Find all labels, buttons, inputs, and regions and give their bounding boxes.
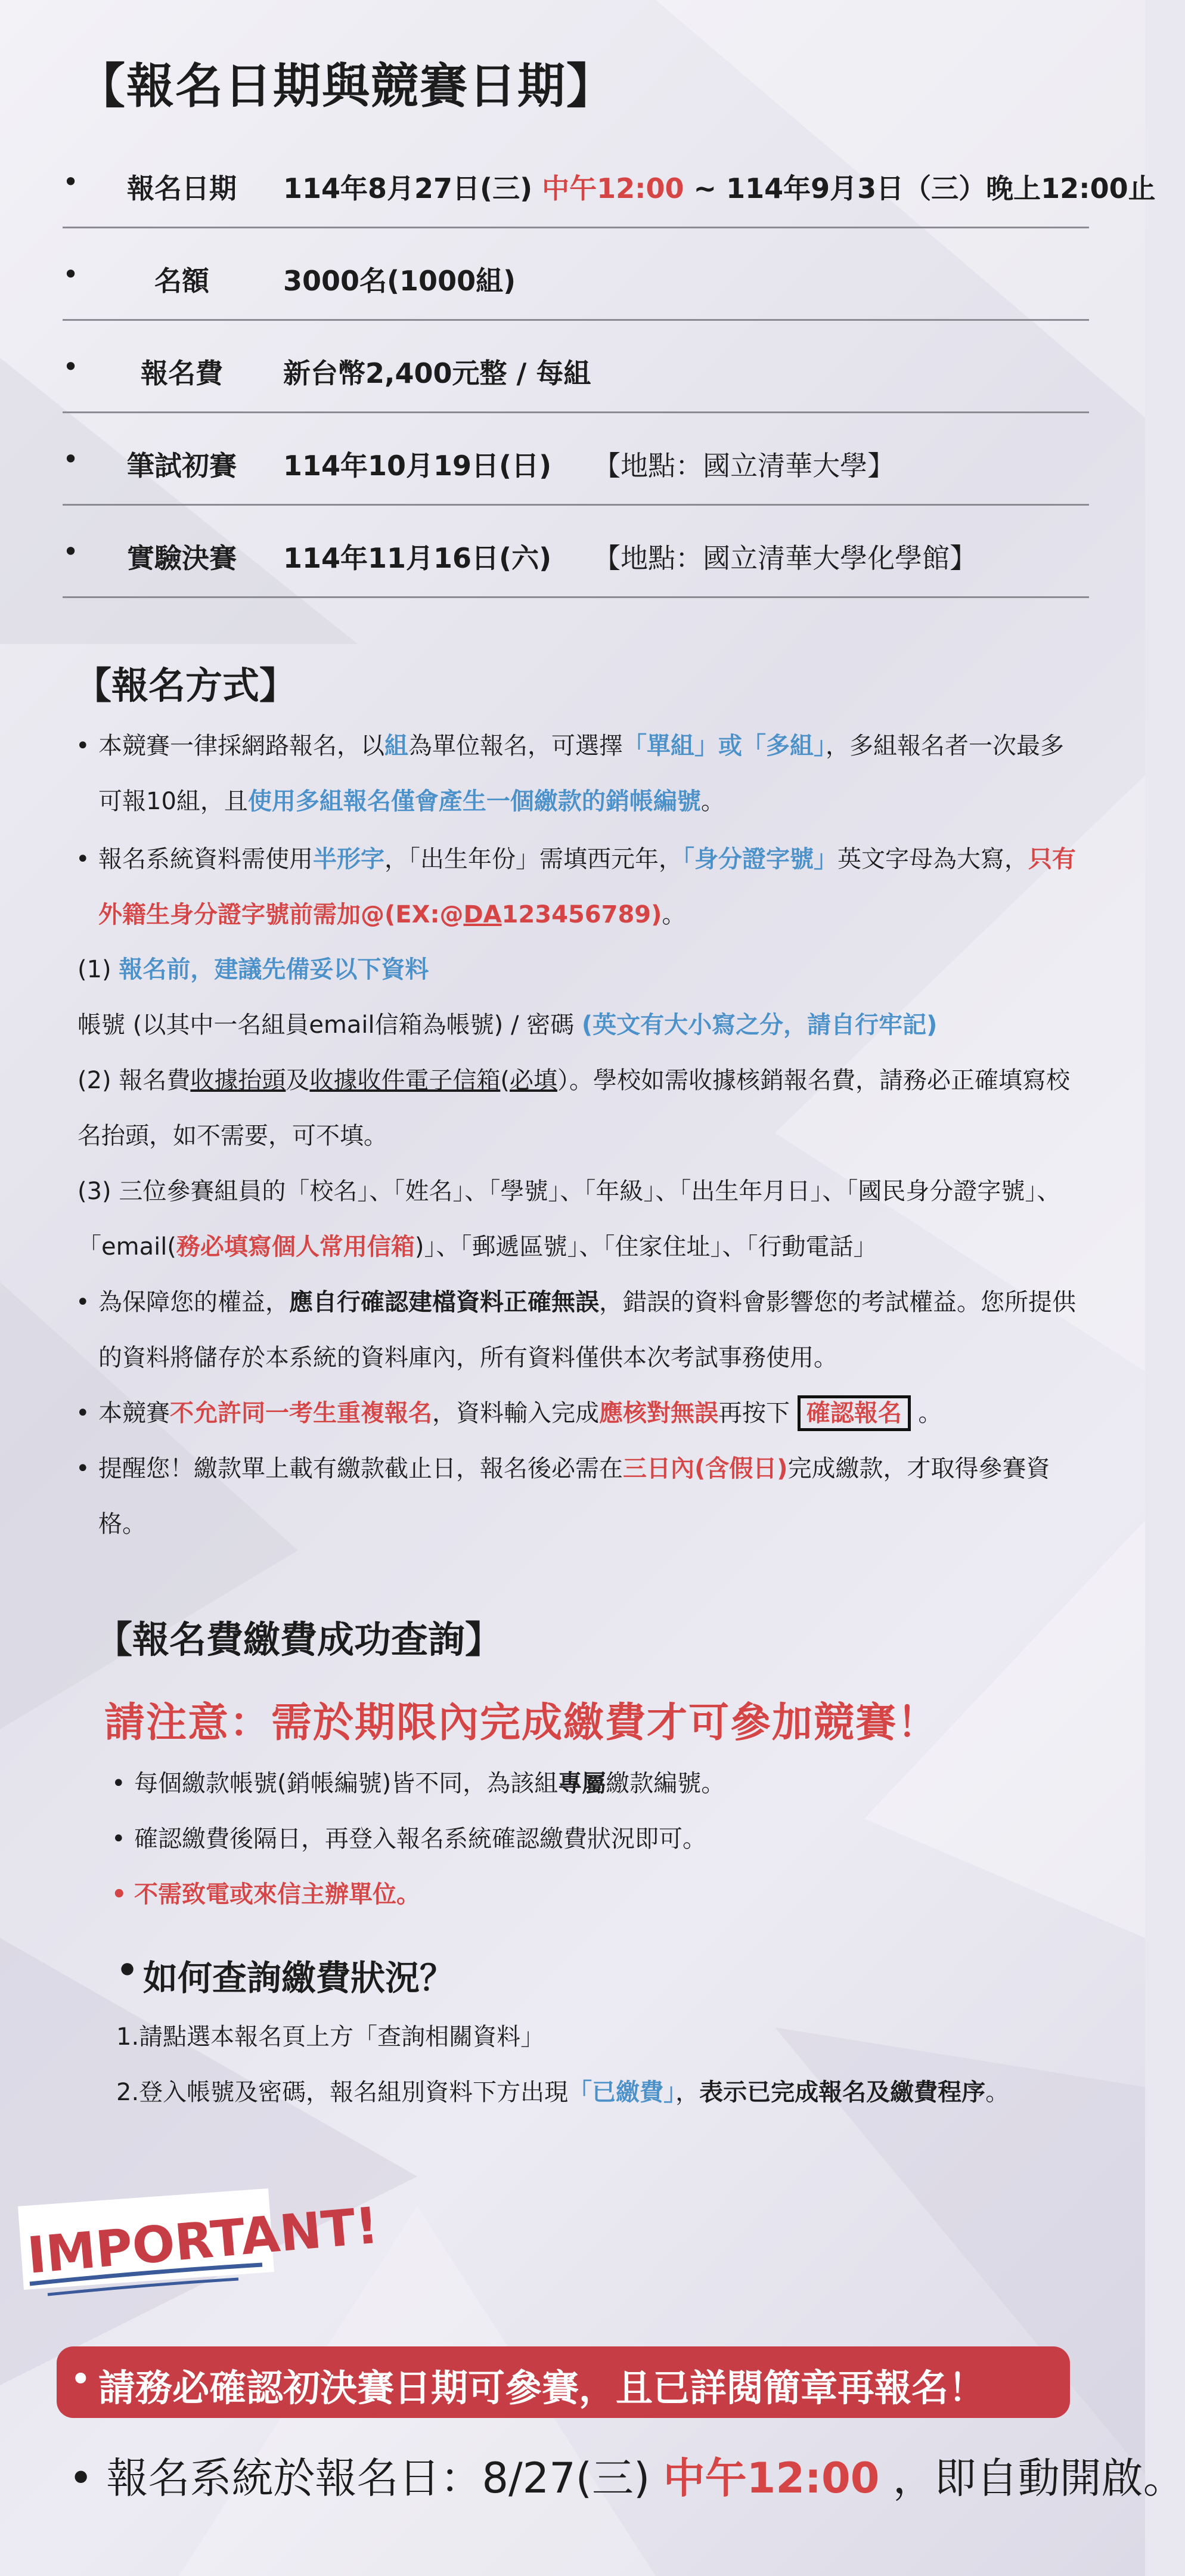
prep-note-account: 帳號 (以其中一名組員email信箱為帳號) / 密碼 (英文有大小寫之分，請自行牢記) (77, 1011, 938, 1039)
list-item-payment-deadline: • 提醒您！繳款單上載有繳款截止日，報名後必需在三日內(含假日)完成繳款，才取得參賽資格。 (98, 1441, 1076, 1552)
list-item-verify-data: • 為保障您的權益，應自行確認建檔資料正確無誤，錯誤的資料會影響您的考試權益。您所提供的資料將儲存於本系統的資料庫內，所有資料僅供本次考試事務使用。 (98, 1275, 1076, 1386)
row-value: 114年10月19日(日) 【地點：國立清華大學】 (283, 450, 895, 482)
list-item-data-format: • 報名系統資料需使用半形字，「出生年份」需填西元年，「身分證字號」英文字母為大寫，只有外籍生身分證字號前需加@(EX:@DA123456789)。 (98, 832, 1076, 943)
bullet: • (63, 258, 79, 290)
list-item-no-duplicate: • 本競賽不允許同一考生重複報名，資料輸入完成應核對無誤再按下 確認報名 。 (98, 1386, 1076, 1441)
svg-text:IMPORTANT!: IMPORTANT! (24, 2196, 381, 2285)
bullet: • (70, 2357, 92, 2401)
payment-warning: 請注意：需於期限內完成繳費才可參加競賽！ (104, 1699, 939, 1747)
section-title-how-to-check: • 如何查詢繳費狀況？ (143, 1950, 454, 2000)
bullet: • (63, 166, 79, 198)
prep-note-3: (3) 三位參賽組員的「校名」、「姓名」、「學號」、「年級」、「出生年月日」、「國民身分證字號」、「email(務必填寫個人常用信箱)」、「郵遞區號」、「住家住址」、「行動電話」 (77, 1178, 1061, 1261)
list-item-check-next-day: • 確認繳費後隔日，再登入報名系統確認繳費狀況即可。 (134, 1812, 1076, 1867)
row-value: 114年8月27日(三) 中午12:00 ~ 114年9月3日（三）晚上12:00止 (283, 172, 1156, 205)
row-written-exam (63, 414, 1089, 506)
row-registration-date (63, 137, 1156, 228)
bullet: • (63, 443, 79, 475)
bullet: • (63, 535, 79, 568)
confirm-registration-label: 確認報名 (798, 1395, 911, 1431)
row-fee (63, 322, 1089, 413)
row-lab-final (63, 507, 1089, 598)
row-value: 新台幣2,400元整 / 每組 (283, 357, 591, 389)
list-item-unique-account: • 每個繳款帳號(銷帳編號)皆不同，為該組專屬繳款編號。 (134, 1756, 1076, 1812)
prep-note-1: (1) 報名前，建議先備妥以下資料 (77, 956, 429, 983)
section-title-dates: 【報名日期與競賽日期】 (77, 58, 615, 114)
prep-note-2: (2) 報名費收據抬頭及收據收件電子信箱(必填）。學校如需收據核銷報名費，請務必正確填寫校名抬頭，如不需要，可不填。 (77, 1067, 1070, 1150)
banner-text: 請務必確認初決賽日期可參賽，且已詳閱簡章再報名！ (98, 2366, 986, 2410)
bullet: • (63, 351, 79, 383)
list-item-online-registration: • 本競賽一律採網路報名，以組為單位報名，可選擇「單組」或「多組」，多組報名者一次最多可報10組，且使用多組報名僅會產生一個繳款的銷帳編號。 (98, 719, 1076, 829)
row-value: 3000名(1000組) (283, 265, 516, 297)
row-label: 名額 (154, 265, 209, 297)
section-title-payment-query: 【報名費繳費成功查詢】 (95, 1618, 502, 1661)
step-1: 1.請點選本報名頁上方「查詢相關資料」 (116, 2023, 545, 2051)
important-banner (57, 2346, 1070, 2418)
row-label: 報名日期 (127, 172, 237, 205)
section-title-registration-method: 【報名方式】 (75, 664, 297, 707)
system-open-note: • 報名系統於報名日：8/27(三) 中午12:00 ，即自動開啟。 (69, 2454, 1185, 2503)
important-stamp (12, 2182, 381, 2308)
step-2: 2.登入帳號及密碼，報名組別資料下方出現「已繳費」，表示已完成報名及繳費程序。 (116, 2079, 1010, 2106)
row-label: 實驗決賽 (127, 542, 237, 574)
row-label: 報名費 (141, 357, 223, 389)
row-label: 筆試初賽 (127, 450, 237, 482)
list-item-no-contact: • 不需致電或來信主辦單位。 (134, 1867, 1076, 1922)
row-value: 114年11月16日(六) 【地點：國立清華大學化學館】 (283, 542, 978, 574)
row-quota (63, 230, 1089, 321)
